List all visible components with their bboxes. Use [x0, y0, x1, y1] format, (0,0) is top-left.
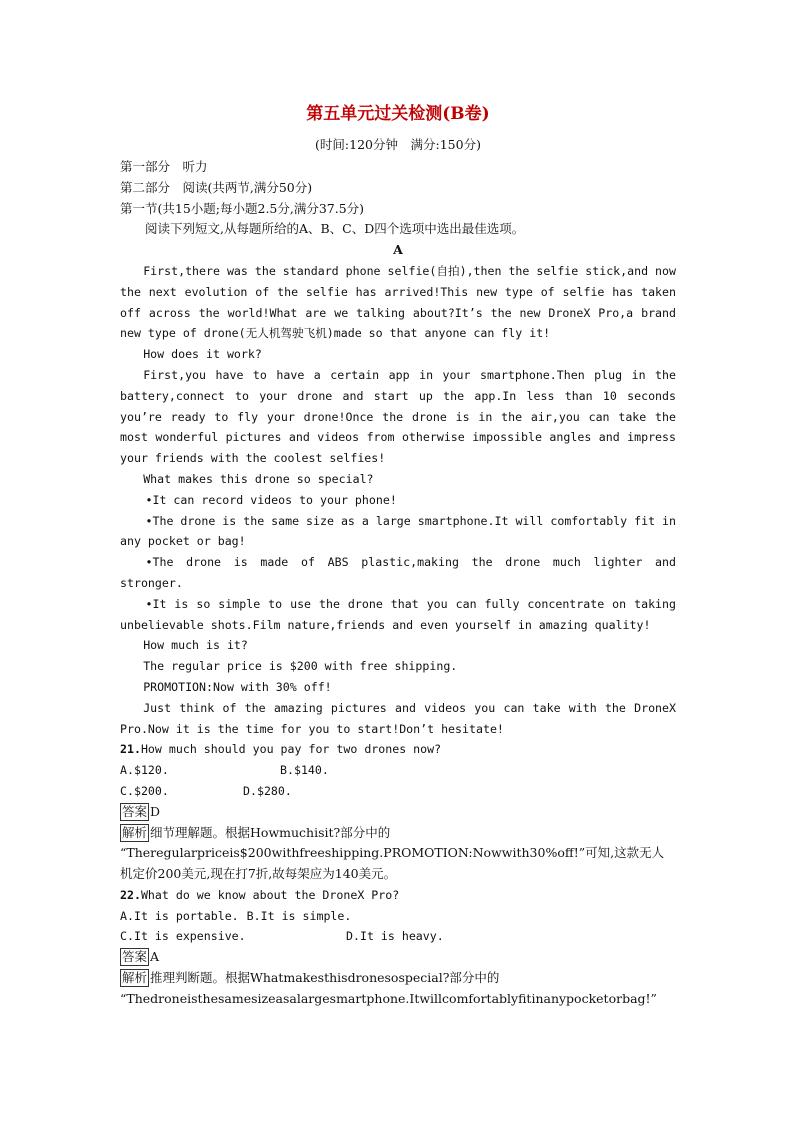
explanation-label-box: 解析: [122, 970, 148, 986]
option-d: D.It is heavy.: [346, 929, 444, 944]
explanation-21-quote: “Theregularpriceis$200withfreeshipping.PROMOTION:Nowwith30%off!”可知,这款无人机定价200美元,现在打7折,故每架应为140美元。: [120, 845, 665, 882]
answer-value: A: [150, 949, 160, 965]
page-title: 第五单元过关检测(B卷): [306, 104, 490, 124]
question-22: [120, 885, 676, 906]
exam-time-info: (时间:120分钟 满分:150分): [315, 137, 481, 152]
explanation-text: 推理判断题。根据Whatmakesthisdronesospecial?部分中的: [150, 970, 500, 986]
bullet-item-2: •The drone is the same size as a large smartphone.It will comfortably fit in any pocket or bag!: [120, 513, 676, 549]
answer-value: D: [150, 803, 161, 819]
passage-paragraph-1: First,there was the standard phone selfie(自拍),then the selfie stick,and now the next evolution of the selfie has arrived!This new type of selfie has taken off across the world!What are we talking about?It’s the new DroneX Pro,a brand new type of drone(无人机驾驶飞机)made so that anyone can fly it!: [120, 263, 676, 341]
bullet-item-1: •It can record videos to your phone!: [145, 492, 397, 507]
question-21: [120, 739, 676, 760]
passage-paragraph-2: First,you have to have a certain app in your smartphone.Then plug in the battery,connect to your drone and start up the app.In less than 10 seconds you’re ready to fly your drone!Once the drone is in the air,you can take the most wonderful pictures and videos from otherwise impossible angles and impress your friends with the coolest selfies!: [120, 367, 676, 466]
instruction-text: 阅读下列短文,从每题所给的A、B、C、D四个选项中选出最佳选项。: [145, 221, 525, 237]
promotion-text: PROMOTION:Now with 30% off!: [143, 679, 332, 694]
document-page: [120, 102, 676, 1010]
bullet-item-4: •It is so simple to use the drone that you can fully concentrate on taking unbelievable shots.Film nature,friends and even yourself in amazing quality!: [120, 596, 676, 632]
question-22-options-row-1: [120, 906, 676, 927]
explanation-22-quote: “Thedroneisthesamesizeasalargesmartphone.Itwillcomfortablyfitinanypocketorbag!”: [120, 990, 657, 1006]
part1-heading: 第一部分 听力: [120, 159, 208, 174]
option-d: D.$280.: [243, 783, 292, 798]
question-number: 22.: [120, 887, 141, 902]
option-b: B.It is simple.: [246, 908, 352, 923]
question-22-options-row-2: [120, 926, 676, 947]
explanation-text: 细节理解题。根据Howmuchisit?部分中的: [150, 824, 391, 840]
passage-paragraph-3: Just think of the amazing pictures and videos you can take with the DroneX Pro.Now it is the time for you to start!Don’t hesitate!: [120, 700, 676, 736]
option-a: A.$120.: [120, 763, 169, 778]
answer-21: [120, 802, 676, 823]
answer-label-box: 答案: [122, 803, 148, 819]
explanation-21: [120, 823, 676, 844]
bullet-item-3: •The drone is made of ABS plastic,making the drone much lighter and stronger.: [120, 555, 676, 590]
option-c: C.$200.: [120, 783, 169, 798]
part2-heading: 第二部分 阅读(共两节,满分50分): [120, 179, 313, 195]
passage-heading-price: How much is it?: [143, 638, 248, 653]
passage-heading-special: What makes this drone so special?: [143, 471, 374, 486]
option-a: A.It is portable.: [120, 908, 239, 923]
question-21-options-row-2: [120, 781, 676, 802]
question-stem: How much should you pay for two drones now?: [140, 742, 442, 757]
option-c: C.It is expensive.: [120, 929, 246, 944]
option-b: B.$140.: [280, 763, 329, 778]
explanation-label-box: 解析: [122, 824, 148, 840]
explanation-22: [120, 968, 676, 989]
answer-label-box: 答案: [122, 949, 148, 965]
section1-heading: 第一节(共15小题;每小题2.5分,满分37.5分): [120, 200, 365, 216]
question-number: 21.: [120, 742, 141, 757]
question-stem: What do we know about the DroneX Pro?: [140, 887, 400, 902]
passage-heading-how-it-works: How does it work?: [143, 347, 262, 362]
passage-label: A: [393, 242, 403, 258]
answer-22: [120, 947, 676, 968]
question-21-options-row-1: [120, 760, 676, 781]
price-text: The regular price is $200 with free shipping.: [143, 659, 458, 674]
